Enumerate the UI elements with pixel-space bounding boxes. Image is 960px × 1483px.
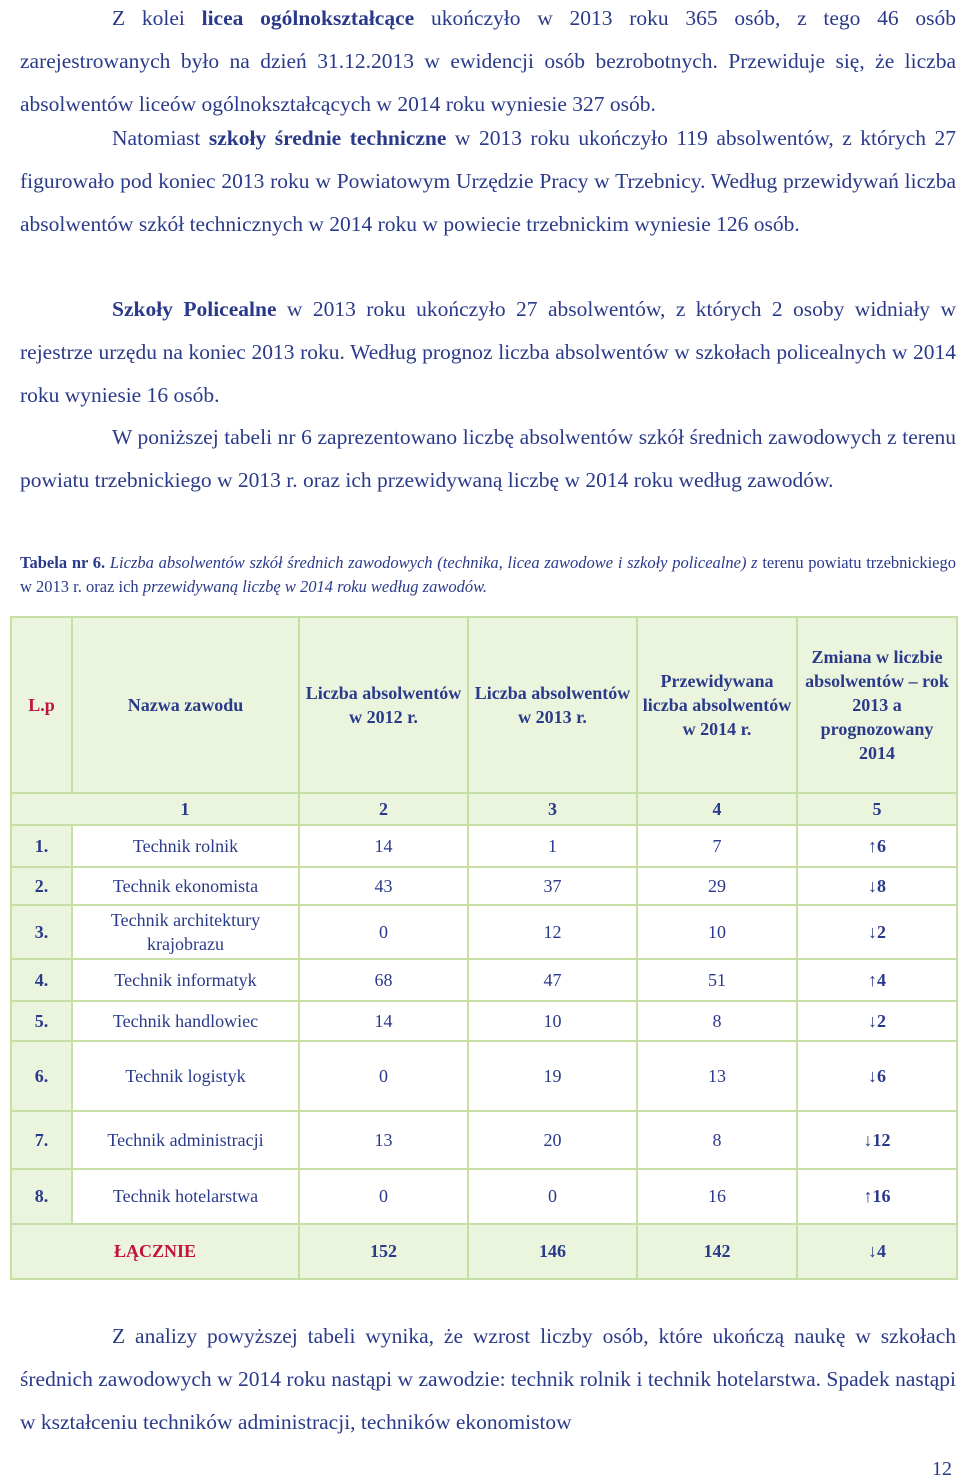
header-2014: Przewidywana liczba absolwentów w 2014 r.: [637, 617, 797, 793]
change-value: 4: [877, 969, 886, 990]
graduates-table: [10, 616, 958, 1280]
caption-italic: Liczba absolwentów szkół średnich zawodowych (technika, licea zawodowe i szkoły policealne) z: [105, 553, 758, 572]
row-2014: 10: [637, 905, 797, 959]
table-caption: [20, 551, 956, 599]
change-value: 8: [877, 875, 886, 896]
row-change: [797, 867, 957, 905]
col-number: 5: [797, 793, 957, 825]
paragraph-analysis: [20, 1315, 956, 1444]
row-2012: 0: [299, 1169, 468, 1224]
row-change: [797, 1169, 957, 1224]
spacer-cell: [11, 793, 72, 825]
header-row: [11, 617, 957, 793]
row-2012: 0: [299, 905, 468, 959]
paragraph-licea: [20, 0, 956, 126]
column-number-row: [11, 793, 957, 825]
arrow-down-icon: ↓: [868, 1010, 877, 1031]
row-name: Technik handlowiec: [72, 1001, 299, 1041]
row-change: [797, 959, 957, 1001]
header-name: Nazwa zawodu: [72, 617, 299, 793]
change-value: 6: [877, 1065, 886, 1086]
text: ukończyło w 2013 roku 365 osób, z tego 46 osób zarejestrowanych było na dzień 31.12.2013 w ewidencji osób bezrobotnych. Przewiduje się, że liczba absolwentów liceów ogólnokształcących w 2014 roku wyniesie 327 osób.: [20, 6, 957, 116]
arrow-up-icon: ↑: [868, 969, 877, 990]
row-name: Technik administracji: [72, 1111, 299, 1169]
caption-plain: terenu powiatu trzebnickiego w 2013 r. oraz ich: [20, 553, 956, 596]
row-name: Technik hotelarstwa: [72, 1169, 299, 1224]
row-2013: 19: [468, 1041, 637, 1111]
bold-term: Szkoły Policealne: [112, 297, 277, 321]
row-2014: 29: [637, 867, 797, 905]
paragraph-policealne: [20, 288, 956, 417]
row-name: Technik logistyk: [72, 1041, 299, 1111]
page-number: 12: [932, 1458, 952, 1480]
arrow-up-icon: ↑: [868, 835, 877, 856]
caption-italic: przewidywaną liczbę w 2014 roku według zawodów.: [142, 577, 488, 596]
row-2013: 37: [468, 867, 637, 905]
row-name: Technik rolnik: [72, 825, 299, 867]
arrow-down-icon: ↓: [868, 875, 877, 896]
row-2013: 47: [468, 959, 637, 1001]
row-2013: 10: [468, 1001, 637, 1041]
arrow-down-icon: ↓: [868, 921, 877, 942]
arrow-down-icon: ↓: [863, 1129, 873, 1150]
col-number: 4: [637, 793, 797, 825]
row-change: [797, 1111, 957, 1169]
row-name: Technik ekonomista: [72, 867, 299, 905]
row-2014: 8: [637, 1111, 797, 1169]
caption-label: Tabela nr 6.: [20, 553, 106, 572]
row-2014: 8: [637, 1001, 797, 1041]
change-value: 12: [872, 1129, 891, 1150]
table-row: [11, 1001, 957, 1041]
change-value: 2: [877, 921, 886, 942]
table-row: [11, 959, 957, 1001]
row-2012: 14: [299, 825, 468, 867]
header-change: Zmiana w liczbie absolwentów – rok 2013 a prognozowany 2014: [797, 617, 957, 793]
row-2013: 1: [468, 825, 637, 867]
row-2013: 20: [468, 1111, 637, 1169]
change-value: 16: [872, 1186, 891, 1206]
table-row: [11, 1169, 957, 1224]
bold-term: szkoły średnie techniczne: [208, 126, 447, 150]
row-2014: 51: [637, 959, 797, 1001]
row-2012: 13: [299, 1111, 468, 1169]
row-2012: 14: [299, 1001, 468, 1041]
row-2013: 0: [468, 1169, 637, 1224]
row-change: [797, 905, 957, 959]
row-name: Technik architektury krajobrazu: [72, 905, 299, 959]
arrow-down-icon: ↓: [868, 1241, 877, 1261]
header-2012: Liczba absolwentów w 2012 r.: [299, 617, 468, 793]
total-2013: 146: [468, 1224, 637, 1279]
table-row: [11, 867, 957, 905]
row-2012: 43: [299, 867, 468, 905]
change-value: 4: [877, 1241, 886, 1261]
paragraph-table-intro: [20, 416, 956, 502]
row-2014: 13: [637, 1041, 797, 1111]
change-value: 2: [877, 1010, 886, 1031]
row-lp: 8.: [11, 1169, 72, 1224]
row-lp: 4.: [11, 959, 72, 1001]
text: W poniższej tabeli nr 6 zaprezentowano liczbę absolwentów szkół średnich zawodowych z terenu powiatu trzebnickiego w 2013 r. oraz ich przewidywaną liczbę w 2014 roku według zawodów.: [20, 425, 956, 492]
change-value: 6: [877, 835, 886, 856]
row-2014: 7: [637, 825, 797, 867]
row-change: [797, 1041, 957, 1111]
row-lp: 2.: [11, 867, 72, 905]
table-row: [11, 905, 957, 959]
row-name: Technik informatyk: [72, 959, 299, 1001]
row-2012: 68: [299, 959, 468, 1001]
paragraph-technika: [20, 117, 956, 246]
row-change: [797, 825, 957, 867]
total-2012: 152: [299, 1224, 468, 1279]
text: Z analizy powyższej tabeli wynika, że wzrost liczby osób, które ukończą naukę w szkołach średnich zawodowych w 2014 roku nastąpi w zawodzie: technik rolnik i technik hotelarstwa. Spadek nastąpi w kształceniu techników administracji, techników ekonomistow: [20, 1324, 956, 1434]
table-row: [11, 1111, 957, 1169]
row-change: [797, 1001, 957, 1041]
header-2013: Liczba absolwentów w 2013 r.: [468, 617, 637, 793]
table-row: [11, 825, 957, 867]
bold-term: licea ogólnokształcące: [201, 6, 415, 30]
col-number: 2: [299, 793, 468, 825]
row-lp: 5.: [11, 1001, 72, 1041]
total-row: [11, 1224, 957, 1279]
row-2012: 0: [299, 1041, 468, 1111]
row-lp: 7.: [11, 1111, 72, 1169]
arrow-up-icon: ↑: [863, 1186, 873, 1206]
col-number: 1: [72, 793, 299, 825]
row-lp: 3.: [11, 905, 72, 959]
text: w 2013 roku ukończyło 119 absolwentów, z których 27 figurowało pod koniec 2013 roku w Powiatowym Urzędzie Pracy w Trzebnicy. Według przewidywań liczba absolwentów szkół technicznych w 2014 roku w powiecie trzebnickim wyniesie 126 osób.: [20, 126, 956, 236]
row-2014: 16: [637, 1169, 797, 1224]
total-2014: 142: [637, 1224, 797, 1279]
text: Z kolei: [112, 6, 202, 30]
arrow-down-icon: ↓: [868, 1065, 877, 1086]
header-lp: L.p: [11, 617, 72, 793]
col-number: 3: [468, 793, 637, 825]
row-lp: 6.: [11, 1041, 72, 1111]
text: Natomiast: [112, 126, 209, 150]
row-2013: 12: [468, 905, 637, 959]
total-label: ŁĄCZNIE: [11, 1224, 299, 1279]
text: w 2013 roku ukończyło 27 absolwentów, z których 2 osoby widniały w rejestrze urzędu na koniec 2013 roku. Według prognoz liczba absolwentów w szkołach policealnych w 2014 roku wyniesie 16 osób.: [20, 297, 956, 407]
table-row: [11, 1041, 957, 1111]
row-lp: 1.: [11, 825, 72, 867]
total-change: [797, 1224, 957, 1279]
